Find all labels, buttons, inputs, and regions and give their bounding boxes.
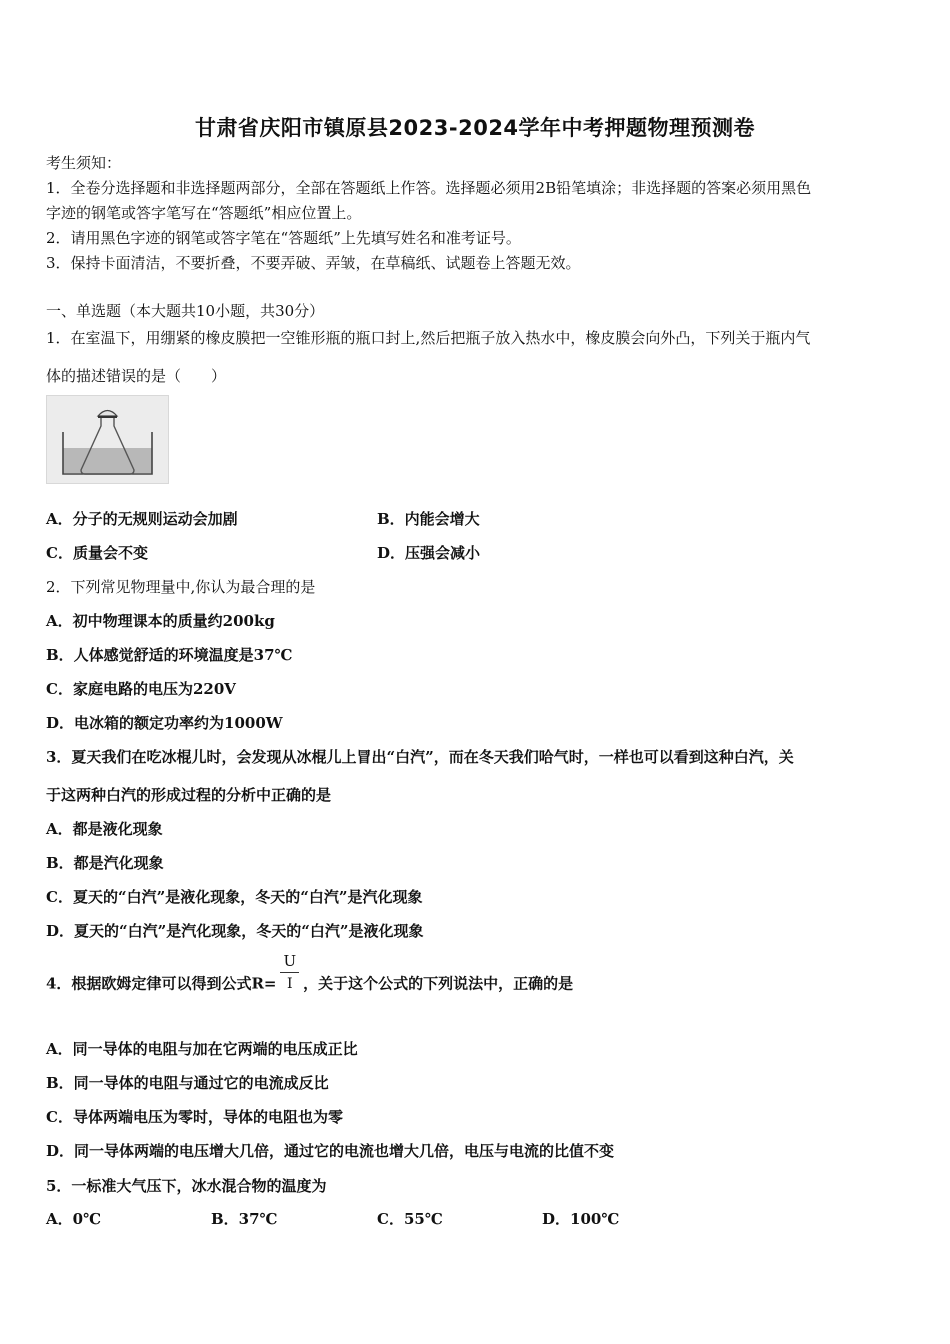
hot-water (63, 448, 152, 473)
q1-option-c: C．质量会不变 (46, 544, 148, 562)
q4-option-d: D．同一导体两端的电压增大几倍，通过它的电流也增大几倍，电压与电流的比值不变 (46, 1142, 615, 1160)
fraction-numerator: U (280, 950, 299, 973)
q3-option-a: A．都是液化现象 (46, 820, 163, 838)
q4-option-c: C．导体两端电压为零时，导体的电阻也为零 (46, 1108, 343, 1126)
q1-option-d: D．压强会减小 (377, 544, 481, 562)
q4-option-a: A．同一导体的电阻与加在它两端的电压成正比 (46, 1040, 358, 1058)
q1-option-b: B．内能会增大 (377, 510, 480, 528)
q4-option-b: B．同一导体的电阻与通过它的电流成反比 (46, 1074, 329, 1092)
q4-stem-prefix: 4．根据欧姆定律可以得到公式R= (46, 974, 277, 993)
flask-in-hot-water-figure (46, 395, 169, 484)
exam-title: 甘肃省庆阳市镇原县2023-2024学年中考押题物理预测卷 (194, 116, 756, 140)
flask-diagram-icon (47, 396, 168, 483)
q3-stem-line1: 3．夏天我们在吃冰棍儿时，会发现从冰棍儿上冒出“白汽”，而在冬天我们哈气时，一样也可以看到这种白汽，关 (46, 748, 794, 766)
notice-heading: 考生须知： (46, 154, 122, 172)
q2-stem: 2．下列常见物理量中,你认为最合理的是 (46, 578, 316, 596)
q1-stem-line1: 1．在室温下，用绷紧的橡皮膜把一空锥形瓶的瓶口封上,然后把瓶子放入热水中，橡皮膜会向外凸，下列关于瓶内气 (46, 329, 811, 347)
ohm-law-fraction (280, 950, 299, 995)
q3-stem-line2: 于这两种白汽的形成过程的分析中正确的是 (46, 786, 332, 804)
q4-stem-suffix: ，关于这个公式的下列说法中，正确的是 (303, 974, 574, 993)
q1-stem-line2: 体的描述错误的是（ ） (46, 367, 227, 385)
q5-option-a: A．0℃ (46, 1210, 102, 1228)
notice-item-2: 2．请用黑色字迹的钢笔或答字笔在“答题纸”上先填写姓名和准考证号。 (46, 229, 521, 247)
q3-option-c: C．夏天的“白汽”是液化现象，冬天的“白汽”是汽化现象 (46, 888, 423, 906)
notice-item-1-cont: 字迹的钢笔或答字笔写在“答题纸”相应位置上。 (46, 204, 362, 222)
rubber-membrane (98, 411, 117, 417)
q3-option-d: D．夏天的“白汽”是汽化现象，冬天的“白汽”是液化现象 (46, 922, 424, 940)
q2-option-b: B．人体感觉舒适的环境温度是37℃ (46, 646, 293, 664)
q3-option-b: B．都是汽化现象 (46, 854, 164, 872)
notice-item-1: 1．全卷分选择题和非选择题两部分，全部在答题纸上作答。选择题必须用2B铅笔填涂；非选择题的答案必须用黑色 (46, 179, 812, 197)
q2-option-a: A．初中物理课本的质量约200kg (46, 612, 275, 630)
fraction-denominator: I (287, 976, 293, 992)
notice-item-3: 3．保持卡面清洁，不要折叠，不要弄破、弄皱，在草稿纸、试题卷上答题无效。 (46, 254, 581, 272)
q5-option-b: B．37℃ (211, 1210, 278, 1228)
q1-option-a: A．分子的无规则运动会加剧 (46, 510, 238, 528)
q5-option-d: D．100℃ (542, 1210, 620, 1228)
q2-option-c: C．家庭电路的电压为220V (46, 680, 236, 698)
q4-stem (46, 952, 574, 1007)
q2-option-d: D．电冰箱的额定功率约为1000W (46, 714, 283, 732)
section-heading: 一、单选题（本大题共10小题，共30分） (46, 302, 325, 320)
q5-option-c: C．55℃ (377, 1210, 443, 1228)
q5-stem: 5．一标准大气压下，冰水混合物的温度为 (46, 1177, 327, 1195)
